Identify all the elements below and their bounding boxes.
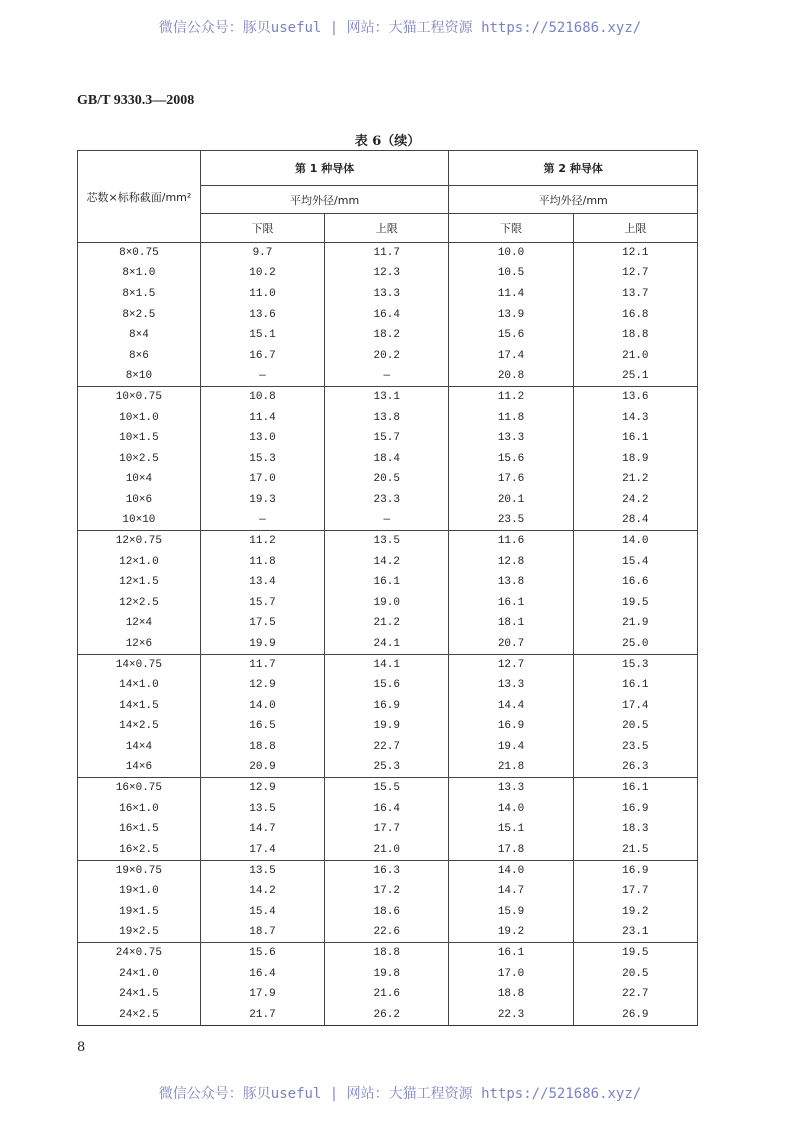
cores-section-cell: 19×1.0 <box>78 881 201 902</box>
table-row <box>78 696 698 717</box>
cores-section-cell: 14×1.5 <box>78 696 201 717</box>
table-row <box>78 963 698 984</box>
table-row <box>78 304 698 325</box>
cores-section-cell: 16×1.5 <box>78 819 201 840</box>
c2-upper-cell: 16.8 <box>573 304 697 325</box>
table-row <box>78 325 698 346</box>
c1-upper-cell: 18.2 <box>325 325 449 346</box>
c1-lower-cell: — <box>200 510 324 531</box>
c1-upper-cell: 15.6 <box>325 675 449 696</box>
cores-section-cell: 10×4 <box>78 469 201 490</box>
c1-upper-cell: 20.2 <box>325 345 449 366</box>
c1-lower-cell: 15.6 <box>200 943 324 964</box>
c2-upper-cell: 16.9 <box>573 860 697 881</box>
c1-upper-cell: 13.8 <box>325 407 449 428</box>
c1-upper-cell: 17.2 <box>325 881 449 902</box>
c2-upper-cell: 17.7 <box>573 881 697 902</box>
c1-lower-cell: 13.5 <box>200 860 324 881</box>
c1-lower-cell: 14.0 <box>200 696 324 717</box>
c1-lower-cell: 11.0 <box>200 284 324 305</box>
c1-upper-cell: 26.2 <box>325 1004 449 1025</box>
cores-section-cell: 10×1.5 <box>78 428 201 449</box>
c1-upper-cell: 23.3 <box>325 490 449 511</box>
cores-section-cell: 12×1.5 <box>78 572 201 593</box>
cores-section-cell: 14×4 <box>78 737 201 758</box>
cores-section-cell: 19×0.75 <box>78 860 201 881</box>
table-row <box>78 490 698 511</box>
c2-lower-cell: 12.7 <box>449 654 573 675</box>
c2-lower-cell: 17.6 <box>449 469 573 490</box>
c1-lower-cell: 15.4 <box>200 902 324 923</box>
cores-section-cell: 12×6 <box>78 634 201 655</box>
c2-lower-cell: 10.0 <box>449 243 573 264</box>
cores-section-cell: 16×1.0 <box>78 799 201 820</box>
table-row <box>78 531 698 552</box>
c2-upper-cell: 16.1 <box>573 675 697 696</box>
c2-lower-cell: 13.3 <box>449 675 573 696</box>
c1-upper-cell: 16.3 <box>325 860 449 881</box>
watermark-top: 微信公众号：豚贝useful | 网站：大猫工程资源 https://521686.xyz/ <box>158 20 642 36</box>
page-number: 8 <box>77 1040 86 1055</box>
table-row <box>78 737 698 758</box>
c2-lower-cell: 11.8 <box>449 407 573 428</box>
cores-section-cell: 14×2.5 <box>78 716 201 737</box>
cores-section-cell: 24×1.5 <box>78 984 201 1005</box>
c2-upper-cell: 16.1 <box>573 428 697 449</box>
c1-upper-cell: 18.6 <box>325 902 449 923</box>
c1-lower-cell: 19.9 <box>200 634 324 655</box>
table-group <box>78 243 698 387</box>
c2-lower-cell: 19.2 <box>449 922 573 943</box>
c2-upper-cell: 25.0 <box>573 634 697 655</box>
table-row <box>78 675 698 696</box>
c2-upper-cell: 18.8 <box>573 325 697 346</box>
cores-section-cell: 8×10 <box>78 366 201 387</box>
c1-lower-cell: 14.2 <box>200 881 324 902</box>
c1-lower-cell: 11.4 <box>200 407 324 428</box>
table-group <box>78 778 698 860</box>
c2-lower-cell: 19.4 <box>449 737 573 758</box>
c2-upper-cell: 15.4 <box>573 551 697 572</box>
cores-section-cell: 8×6 <box>78 345 201 366</box>
c1-lower-cell: 19.3 <box>200 490 324 511</box>
header-conductor-2: 第 2 种导体 <box>449 151 698 186</box>
header-conductor-1: 第 1 种导体 <box>200 151 449 186</box>
c1-upper-cell: 19.8 <box>325 963 449 984</box>
c2-lower-cell: 13.3 <box>449 778 573 799</box>
c2-upper-cell: 16.9 <box>573 799 697 820</box>
table-row <box>78 984 698 1005</box>
c2-lower-cell: 16.1 <box>449 593 573 614</box>
cores-section-cell: 8×1.5 <box>78 284 201 305</box>
c2-lower-cell: 16.1 <box>449 943 573 964</box>
header-lower-1: 下限 <box>200 214 324 243</box>
c1-lower-cell: 18.7 <box>200 922 324 943</box>
c1-lower-cell: 9.7 <box>200 243 324 264</box>
c2-upper-cell: 14.0 <box>573 531 697 552</box>
cores-section-cell: 24×2.5 <box>78 1004 201 1025</box>
table-row <box>78 654 698 675</box>
cores-section-cell: 10×6 <box>78 490 201 511</box>
header-avg-od-1: 平均外径/mm <box>200 186 449 214</box>
c2-upper-cell: 21.0 <box>573 345 697 366</box>
cores-section-cell: 8×1.0 <box>78 263 201 284</box>
table-row <box>78 634 698 655</box>
c1-upper-cell: 16.4 <box>325 304 449 325</box>
c1-upper-cell: 24.1 <box>325 634 449 655</box>
c2-lower-cell: 18.8 <box>449 984 573 1005</box>
c1-upper-cell: 18.8 <box>325 943 449 964</box>
c2-lower-cell: 15.9 <box>449 902 573 923</box>
c1-upper-cell: 20.5 <box>325 469 449 490</box>
c2-upper-cell: 21.9 <box>573 613 697 634</box>
c1-lower-cell: 21.7 <box>200 1004 324 1025</box>
cores-section-cell: 8×2.5 <box>78 304 201 325</box>
c1-lower-cell: 12.9 <box>200 675 324 696</box>
table-row <box>78 881 698 902</box>
cores-section-cell: 10×0.75 <box>78 387 201 408</box>
cores-section-cell: 10×10 <box>78 510 201 531</box>
c2-lower-cell: 17.8 <box>449 840 573 861</box>
c1-lower-cell: 20.9 <box>200 757 324 778</box>
table-row <box>78 345 698 366</box>
c2-lower-cell: 17.4 <box>449 345 573 366</box>
c1-upper-cell: 12.3 <box>325 263 449 284</box>
table-row <box>78 1004 698 1025</box>
table-row <box>78 922 698 943</box>
c1-lower-cell: 18.8 <box>200 737 324 758</box>
cores-section-cell: 12×2.5 <box>78 593 201 614</box>
table-row <box>78 284 698 305</box>
table-row <box>78 840 698 861</box>
c2-upper-cell: 21.5 <box>573 840 697 861</box>
cores-section-cell: 14×1.0 <box>78 675 201 696</box>
c2-lower-cell: 22.3 <box>449 1004 573 1025</box>
c2-upper-cell: 19.5 <box>573 943 697 964</box>
table-group <box>78 387 698 531</box>
c2-lower-cell: 23.5 <box>449 510 573 531</box>
table-row <box>78 448 698 469</box>
c1-lower-cell: 12.9 <box>200 778 324 799</box>
c1-upper-cell: 16.9 <box>325 696 449 717</box>
c2-upper-cell: 23.5 <box>573 737 697 758</box>
c2-lower-cell: 13.9 <box>449 304 573 325</box>
c1-lower-cell: 13.0 <box>200 428 324 449</box>
c1-lower-cell: 14.7 <box>200 819 324 840</box>
table-row <box>78 819 698 840</box>
c2-lower-cell: 15.6 <box>449 448 573 469</box>
table-row <box>78 613 698 634</box>
c1-upper-cell: 13.1 <box>325 387 449 408</box>
c1-lower-cell: 16.7 <box>200 345 324 366</box>
table-row <box>78 799 698 820</box>
c2-upper-cell: 17.4 <box>573 696 697 717</box>
cores-section-cell: 10×2.5 <box>78 448 201 469</box>
c1-upper-cell: 13.5 <box>325 531 449 552</box>
c1-lower-cell: 13.4 <box>200 572 324 593</box>
c2-upper-cell: 26.9 <box>573 1004 697 1025</box>
c1-upper-cell: — <box>325 366 449 387</box>
table-row <box>78 860 698 881</box>
c1-lower-cell: 13.6 <box>200 304 324 325</box>
c1-lower-cell: 10.2 <box>200 263 324 284</box>
c1-upper-cell: 19.9 <box>325 716 449 737</box>
c2-upper-cell: 20.5 <box>573 963 697 984</box>
c2-upper-cell: 16.1 <box>573 778 697 799</box>
cores-section-cell: 8×4 <box>78 325 201 346</box>
table-row <box>78 757 698 778</box>
c2-lower-cell: 14.7 <box>449 881 573 902</box>
cores-section-cell: 12×0.75 <box>78 531 201 552</box>
c1-upper-cell: 19.0 <box>325 593 449 614</box>
cores-section-cell: 16×0.75 <box>78 778 201 799</box>
c1-lower-cell: 16.4 <box>200 963 324 984</box>
c1-lower-cell: 17.5 <box>200 613 324 634</box>
table-group <box>78 943 698 1025</box>
c2-lower-cell: 21.8 <box>449 757 573 778</box>
cores-section-cell: 10×1.0 <box>78 407 201 428</box>
c2-upper-cell: 26.3 <box>573 757 697 778</box>
c1-lower-cell: — <box>200 366 324 387</box>
cores-section-cell: 24×0.75 <box>78 943 201 964</box>
c2-lower-cell: 15.1 <box>449 819 573 840</box>
standard-code: GB/T 9330.3—2008 <box>77 93 195 108</box>
header-avg-od-2: 平均外径/mm <box>449 186 698 214</box>
c2-lower-cell: 20.8 <box>449 366 573 387</box>
c2-lower-cell: 18.1 <box>449 613 573 634</box>
diameter-table <box>77 150 698 1026</box>
c2-lower-cell: 16.9 <box>449 716 573 737</box>
c2-lower-cell: 14.4 <box>449 696 573 717</box>
c2-lower-cell: 11.2 <box>449 387 573 408</box>
c2-lower-cell: 14.0 <box>449 799 573 820</box>
c1-lower-cell: 10.8 <box>200 387 324 408</box>
c1-upper-cell: — <box>325 510 449 531</box>
table-row <box>78 902 698 923</box>
c2-upper-cell: 25.1 <box>573 366 697 387</box>
c1-upper-cell: 16.1 <box>325 572 449 593</box>
c1-upper-cell: 11.7 <box>325 243 449 264</box>
c2-upper-cell: 15.3 <box>573 654 697 675</box>
c2-lower-cell: 10.5 <box>449 263 573 284</box>
c2-lower-cell: 14.0 <box>449 860 573 881</box>
c2-lower-cell: 12.8 <box>449 551 573 572</box>
c2-lower-cell: 17.0 <box>449 963 573 984</box>
c2-upper-cell: 19.2 <box>573 902 697 923</box>
table-caption: 表 6（续） <box>354 134 421 149</box>
table-row <box>78 366 698 387</box>
c2-upper-cell: 23.1 <box>573 922 697 943</box>
table-row <box>78 243 698 264</box>
c1-upper-cell: 21.2 <box>325 613 449 634</box>
c1-lower-cell: 13.5 <box>200 799 324 820</box>
cores-section-cell: 24×1.0 <box>78 963 201 984</box>
c2-upper-cell: 12.7 <box>573 263 697 284</box>
c1-upper-cell: 16.4 <box>325 799 449 820</box>
c1-lower-cell: 15.7 <box>200 593 324 614</box>
c1-lower-cell: 15.3 <box>200 448 324 469</box>
c1-lower-cell: 11.7 <box>200 654 324 675</box>
c1-lower-cell: 15.1 <box>200 325 324 346</box>
c1-lower-cell: 17.9 <box>200 984 324 1005</box>
c1-upper-cell: 17.7 <box>325 819 449 840</box>
table-row <box>78 510 698 531</box>
c1-upper-cell: 15.7 <box>325 428 449 449</box>
header-lower-2: 下限 <box>449 214 573 243</box>
c2-upper-cell: 24.2 <box>573 490 697 511</box>
c1-upper-cell: 15.5 <box>325 778 449 799</box>
c1-lower-cell: 11.2 <box>200 531 324 552</box>
table-row <box>78 943 698 964</box>
c2-upper-cell: 12.1 <box>573 243 697 264</box>
c1-upper-cell: 21.6 <box>325 984 449 1005</box>
cores-section-cell: 14×0.75 <box>78 654 201 675</box>
c1-upper-cell: 21.0 <box>325 840 449 861</box>
header-upper-2: 上限 <box>573 214 697 243</box>
c2-upper-cell: 14.3 <box>573 407 697 428</box>
c1-upper-cell: 22.7 <box>325 737 449 758</box>
c1-upper-cell: 14.1 <box>325 654 449 675</box>
c2-lower-cell: 11.4 <box>449 284 573 305</box>
c2-lower-cell: 13.8 <box>449 572 573 593</box>
table-row <box>78 572 698 593</box>
table-row <box>78 778 698 799</box>
c1-upper-cell: 25.3 <box>325 757 449 778</box>
c1-upper-cell: 14.2 <box>325 551 449 572</box>
cores-section-cell: 12×4 <box>78 613 201 634</box>
c2-upper-cell: 19.5 <box>573 593 697 614</box>
table-row <box>78 407 698 428</box>
cores-section-cell: 19×2.5 <box>78 922 201 943</box>
table-group <box>78 654 698 778</box>
c2-lower-cell: 20.1 <box>449 490 573 511</box>
c1-lower-cell: 17.0 <box>200 469 324 490</box>
c2-upper-cell: 18.3 <box>573 819 697 840</box>
c2-upper-cell: 18.9 <box>573 448 697 469</box>
cores-section-cell: 14×6 <box>78 757 201 778</box>
c1-upper-cell: 13.3 <box>325 284 449 305</box>
header-upper-1: 上限 <box>325 214 449 243</box>
table-row <box>78 387 698 408</box>
watermark-bottom: 微信公众号：豚贝useful | 网站：大猫工程资源 https://521686.xyz/ <box>158 1086 642 1102</box>
table-group <box>78 531 698 655</box>
c1-lower-cell: 17.4 <box>200 840 324 861</box>
c1-upper-cell: 18.4 <box>325 448 449 469</box>
table-row <box>78 593 698 614</box>
c2-upper-cell: 22.7 <box>573 984 697 1005</box>
c2-upper-cell: 20.5 <box>573 716 697 737</box>
cores-section-cell: 8×0.75 <box>78 243 201 264</box>
table-row <box>78 263 698 284</box>
c2-lower-cell: 11.6 <box>449 531 573 552</box>
c1-lower-cell: 11.8 <box>200 551 324 572</box>
cores-section-cell: 19×1.5 <box>78 902 201 923</box>
c1-upper-cell: 22.6 <box>325 922 449 943</box>
table-group <box>78 860 698 942</box>
c1-lower-cell: 16.5 <box>200 716 324 737</box>
c2-lower-cell: 15.6 <box>449 325 573 346</box>
table-row <box>78 469 698 490</box>
table-row <box>78 716 698 737</box>
cores-section-cell: 12×1.0 <box>78 551 201 572</box>
c2-lower-cell: 20.7 <box>449 634 573 655</box>
c2-upper-cell: 13.7 <box>573 284 697 305</box>
c2-upper-cell: 13.6 <box>573 387 697 408</box>
header-cores-section: 芯数×标称截面/mm² <box>78 151 201 243</box>
c2-upper-cell: 16.6 <box>573 572 697 593</box>
table-row <box>78 428 698 449</box>
c2-lower-cell: 13.3 <box>449 428 573 449</box>
c2-upper-cell: 28.4 <box>573 510 697 531</box>
c2-upper-cell: 21.2 <box>573 469 697 490</box>
table-row <box>78 551 698 572</box>
cores-section-cell: 16×2.5 <box>78 840 201 861</box>
